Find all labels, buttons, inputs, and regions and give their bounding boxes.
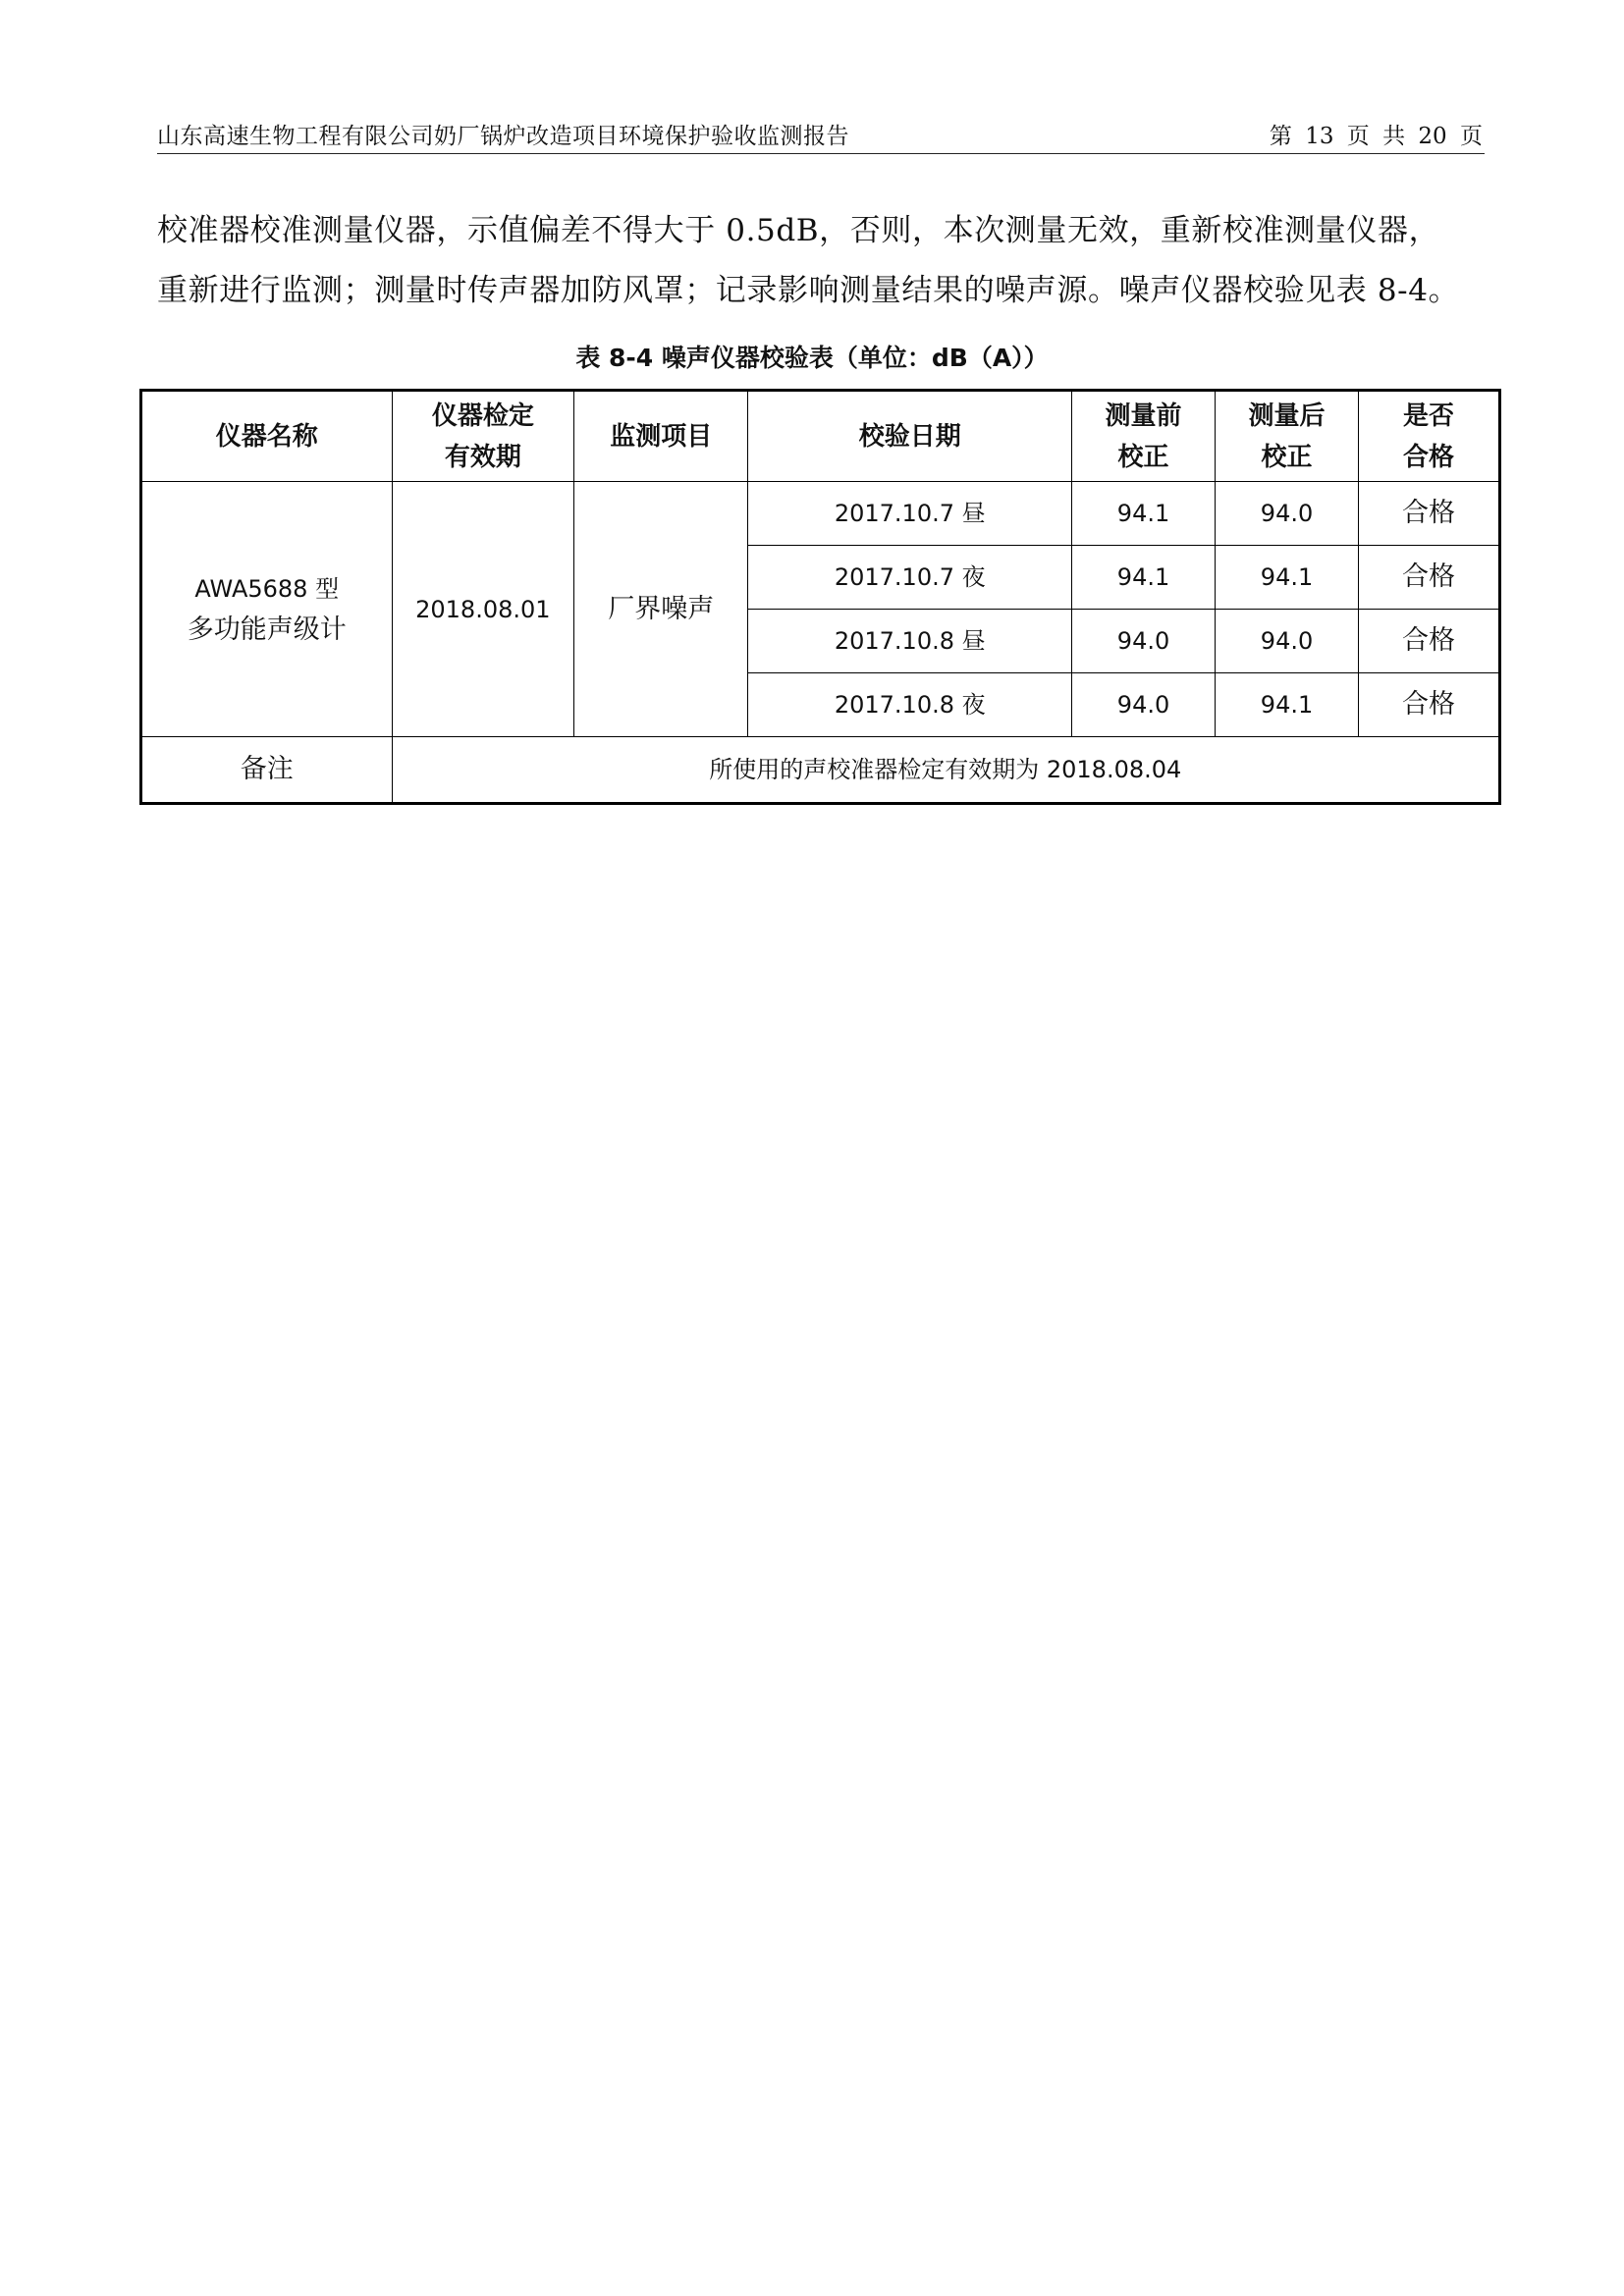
header-qualified: 是否 合格 [1359,391,1500,482]
check-date-cell: 2017.10.7 夜 [748,546,1072,610]
header-before-correction: 测量前 校正 [1072,391,1216,482]
before-value-cell: 94.0 [1072,673,1216,737]
check-date-cell: 2017.10.8 昼 [748,610,1072,673]
after-value-cell: 94.1 [1216,546,1359,610]
header-check-date: 校验日期 [748,391,1072,482]
noise-calibration-table [139,389,1501,805]
header-monitoring-item: 监测项目 [574,391,748,482]
qualified-cell: 合格 [1359,546,1500,610]
header-validity: 仪器检定 有效期 [392,391,574,482]
page-header [157,114,1485,154]
table-row [141,482,1500,546]
paragraph-line: 重新进行监测；测量时传声器加防风罩；记录影响测量结果的噪声源。噪声仪器校验见表 8-4。 [157,273,1460,308]
check-date-cell: 2017.10.8 夜 [748,673,1072,737]
qualified-cell: 合格 [1359,482,1500,546]
body-paragraph [157,201,1485,321]
table-header-row [141,391,1500,482]
remark-text: 所使用的声校准器检定有效期为 2018.08.04 [392,737,1499,804]
validity-cell: 2018.08.01 [392,482,574,737]
table-caption: 表 8-4 噪声仪器校验表（单位：dB（A）） [575,344,1049,372]
check-date-cell: 2017.10.7 昼 [748,482,1072,546]
before-value-cell: 94.1 [1072,482,1216,546]
report-title: 山东高速生物工程有限公司奶厂锅炉改造项目环境保护验收监测报告 [157,124,849,149]
header-after-correction: 测量后 校正 [1216,391,1359,482]
qualified-cell: 合格 [1359,610,1500,673]
qualified-cell: 合格 [1359,673,1500,737]
after-value-cell: 94.0 [1216,482,1359,546]
remark-row [141,737,1500,804]
instrument-name-cell: AWA5688 型 多功能声级计 [141,482,393,737]
page-number: 第 13 页 共 20 页 [1269,124,1483,149]
before-value-cell: 94.1 [1072,546,1216,610]
remark-label: 备注 [141,737,393,804]
monitoring-item-cell: 厂界噪声 [574,482,748,737]
after-value-cell: 94.1 [1216,673,1359,737]
before-value-cell: 94.0 [1072,610,1216,673]
paragraph-line: 校准器校准测量仪器，示值偏差不得大于 0.5dB，否则，本次测量无效，重新校准测量仪器， [157,213,1440,248]
header-instrument-name: 仪器名称 [141,391,393,482]
after-value-cell: 94.0 [1216,610,1359,673]
